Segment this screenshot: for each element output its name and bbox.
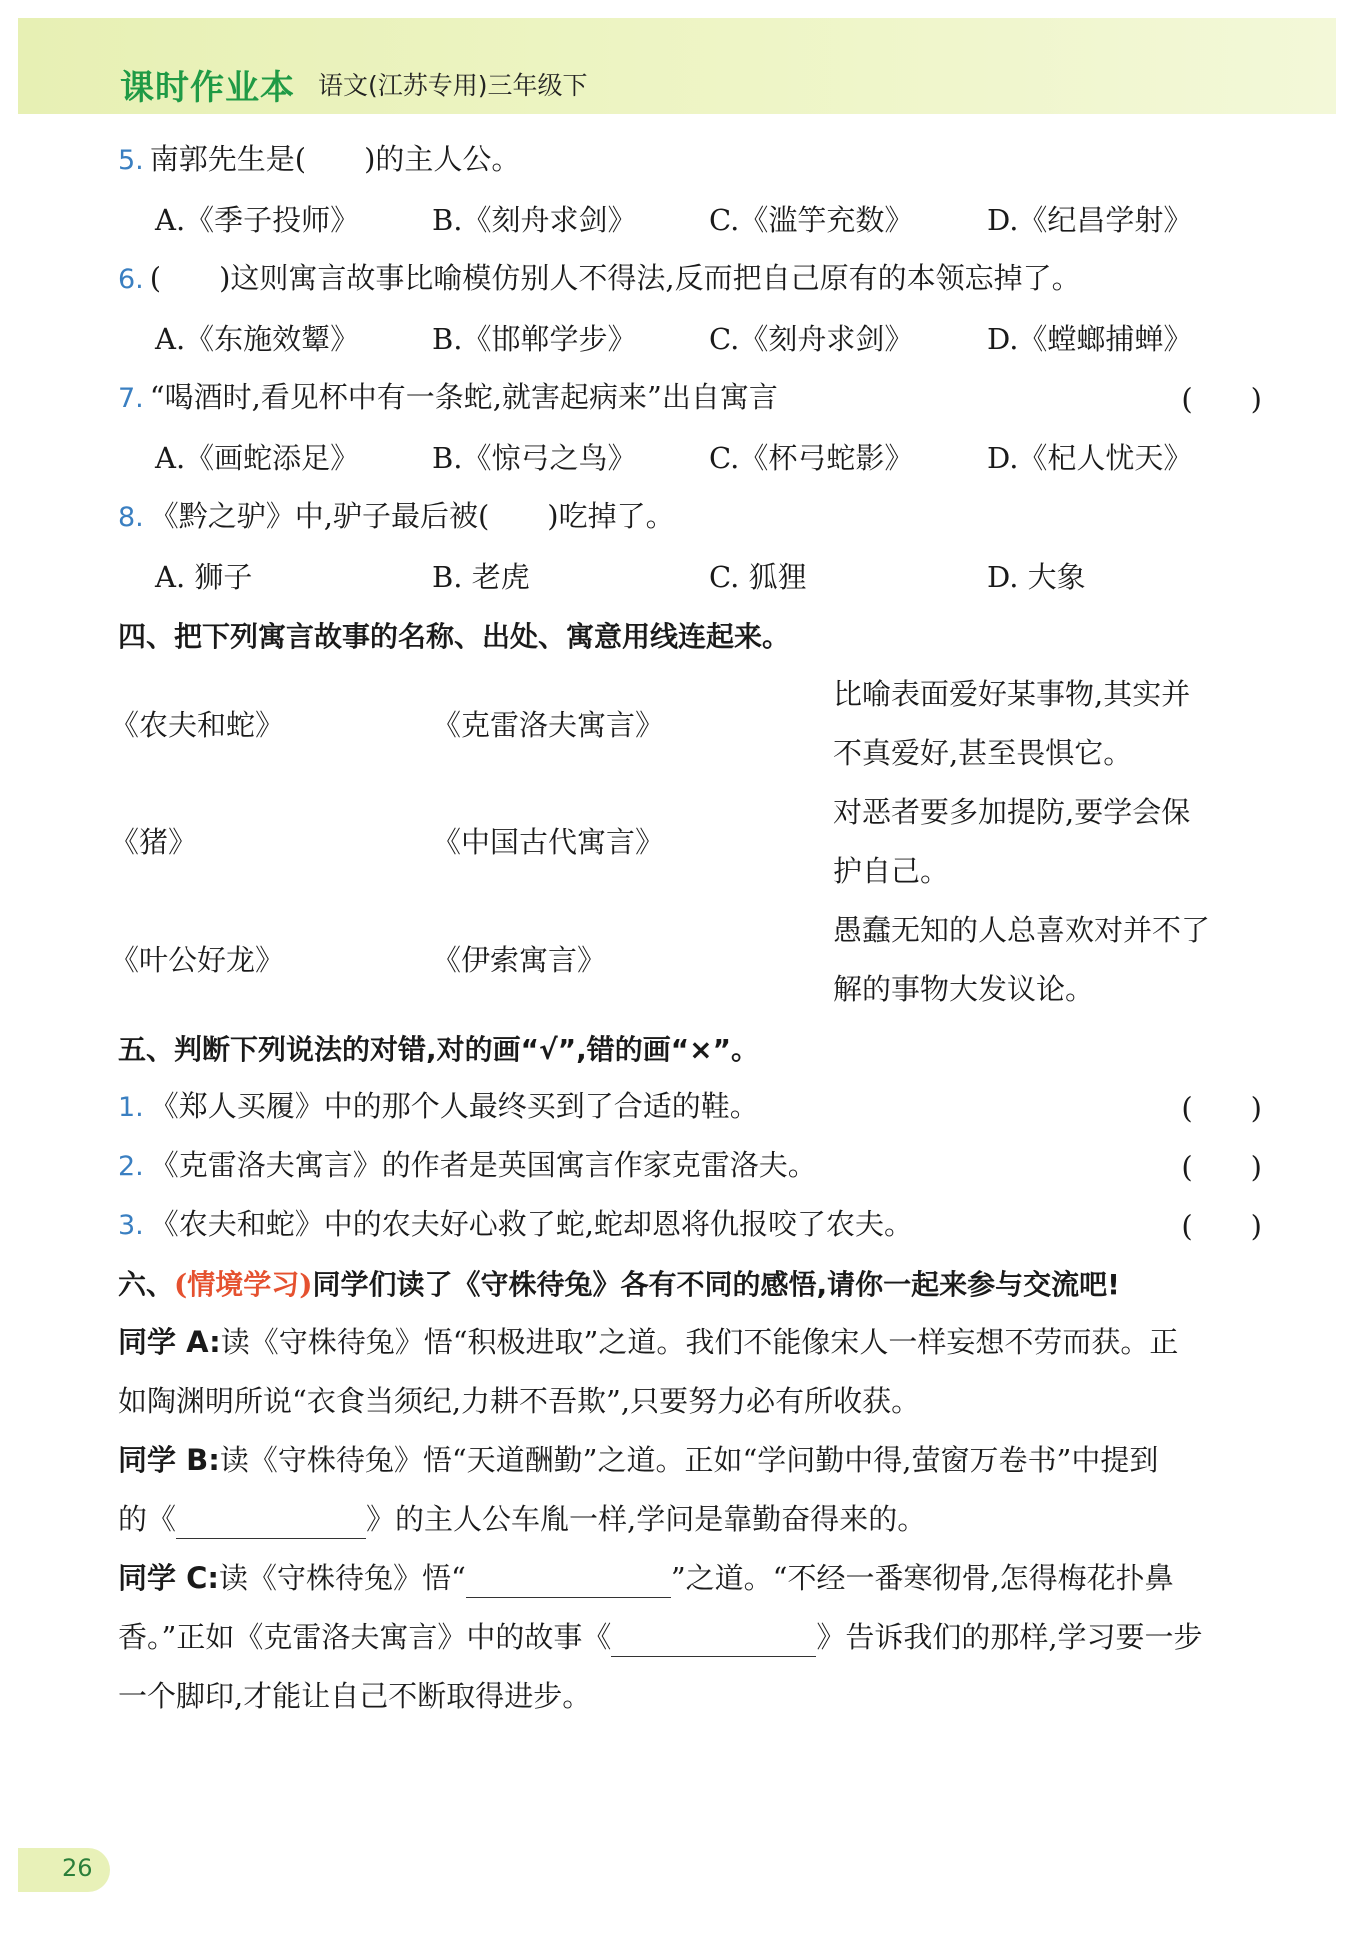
answer-paren: ( ) [1181, 382, 1262, 416]
option-a: A.《画蛇添足》 [155, 441, 360, 475]
book-subtitle: 语文(江苏专用)三年级下 [318, 71, 588, 100]
question-6 [118, 258, 1081, 300]
answer-paren: ( ) [1181, 1150, 1262, 1184]
section-4-title: 四、把下列寓言故事的名称、出处、寓意用线连起来。 [118, 620, 791, 653]
option-b: B. 老虎 [432, 560, 530, 594]
text-post: 》的主人公车胤一样,学问是靠勤奋得来的。 [366, 1502, 927, 1536]
text-pre: 香。”正如《克雷洛夫寓言》中的故事《 [118, 1620, 612, 1654]
story-meaning: 对恶者要多加提防,要学会保 [833, 795, 1191, 829]
item-text: 《农夫和蛇》中的农夫好心救了蛇,蛇却恩将仇报咬了农夫。 [149, 1207, 913, 1241]
page-number-badge [18, 1848, 110, 1892]
item-text: 《克雷洛夫寓言》的作者是英国寓言作家克雷洛夫。 [149, 1148, 817, 1182]
option-b: B.《刻舟求剑》 [432, 203, 637, 237]
student-a-line-1 [118, 1322, 1178, 1362]
judgment-item [118, 1086, 759, 1128]
speaker-label: 同学 A: [118, 1325, 221, 1359]
story-name: 《叶公好龙》 [110, 943, 285, 977]
section-title-text: 同学们读了《守株待兔》各有不同的感悟,请你一起来参与交流吧! [312, 1268, 1120, 1301]
option-a: A. 狮子 [155, 560, 253, 594]
student-a-line-2: 如陶渊明所说“衣食当须纪,力耕不吾欺”,只要努力必有所收获。 [118, 1384, 921, 1418]
student-c-line-1 [118, 1558, 1174, 1598]
student-b-line-2 [118, 1499, 926, 1539]
answer-paren: ( ) [1181, 1209, 1262, 1243]
story-name: 《猪》 [110, 825, 198, 859]
option-b: B.《惊弓之鸟》 [432, 441, 637, 475]
item-text: 《郑人买履》中的那个人最终买到了合适的鞋。 [149, 1089, 759, 1123]
story-meaning: 比喻表面爱好某事物,其实并 [833, 677, 1191, 711]
paragraph-text: 读《守株待兔》悟“天道酬勤”之道。正如“学问勤中得,萤窗万卷书”中提到 [219, 1443, 1159, 1477]
story-meaning: 解的事物大发议论。 [833, 972, 1095, 1006]
fill-blank[interactable] [176, 1508, 366, 1539]
story-source: 《伊索寓言》 [432, 943, 607, 977]
option-d: D.《纪昌学射》 [987, 203, 1193, 237]
story-source: 《克雷洛夫寓言》 [432, 708, 665, 742]
question-7 [118, 377, 778, 419]
speaker-label: 同学 C: [118, 1561, 219, 1595]
story-meaning: 护自己。 [833, 854, 950, 888]
student-b-line-1 [118, 1440, 1158, 1480]
text-pre: 的《 [118, 1502, 177, 1536]
question-text: 《黔之驴》中,驴子最后被( )吃掉了。 [149, 499, 675, 533]
story-meaning: 不真爱好,甚至畏惧它。 [833, 736, 1133, 770]
option-a: A.《东施效颦》 [155, 322, 360, 356]
option-a: A.《季子投师》 [155, 203, 360, 237]
situation-tag: (情境学习) [174, 1268, 313, 1301]
option-d: D.《杞人忧天》 [987, 441, 1193, 475]
question-text: “喝酒时,看见杯中有一条蛇,就害起病来”出自寓言 [149, 380, 778, 414]
option-c: C.《刻舟求剑》 [709, 322, 914, 356]
question-number: 7. [118, 383, 144, 414]
item-number: 1. [118, 1092, 144, 1123]
question-number: 6. [118, 264, 144, 295]
fill-blank[interactable] [466, 1567, 671, 1598]
option-c: C.《杯弓蛇影》 [709, 441, 914, 475]
question-8 [118, 496, 675, 538]
text-post: ”之道。“不经一番寒彻骨,怎得梅花扑鼻 [670, 1561, 1174, 1595]
speaker-label: 同学 B: [118, 1443, 220, 1477]
option-d: D. 大象 [987, 560, 1086, 594]
option-c: C.《滥竽充数》 [709, 203, 914, 237]
question-number: 8. [118, 502, 144, 533]
judgment-item [118, 1145, 817, 1187]
question-text: 南郭先生是( )的主人公。 [149, 142, 521, 176]
question-text: ( )这则寓言故事比喻模仿别人不得法,反而把自己原有的本领忘掉了。 [149, 261, 1081, 295]
question-number: 5. [118, 145, 144, 176]
text-post: 》告诉我们的那样,学习要一步 [816, 1620, 1203, 1654]
item-number: 3. [118, 1210, 144, 1241]
section-5-title: 五、判断下列说法的对错,对的画“√”,错的画“×”。 [118, 1033, 760, 1066]
answer-paren: ( ) [1181, 1091, 1262, 1125]
judgment-item [118, 1204, 913, 1246]
option-c: C. 狐狸 [709, 560, 807, 594]
section-6-title [118, 1263, 1120, 1303]
story-source: 《中国古代寓言》 [432, 825, 665, 859]
story-name: 《农夫和蛇》 [110, 708, 285, 742]
student-c-line-2 [118, 1617, 1203, 1657]
text-pre: 读《守株待兔》悟“ [218, 1561, 466, 1595]
section-prefix: 六、 [118, 1268, 175, 1301]
student-c-line-3: 一个脚印,才能让自己不断取得进步。 [118, 1679, 592, 1713]
option-b: B.《邯郸学步》 [432, 322, 637, 356]
question-5 [118, 139, 520, 181]
paragraph-text: 读《守株待兔》悟“积极进取”之道。我们不能像宋人一样妄想不劳而获。正 [220, 1325, 1179, 1359]
book-brand: 课时作业本 [120, 68, 295, 108]
item-number: 2. [118, 1151, 144, 1182]
option-d: D.《螳螂捕蝉》 [987, 322, 1193, 356]
page-number: 26 [62, 1854, 93, 1882]
story-meaning: 愚蠢无知的人总喜欢对并不了 [833, 913, 1211, 947]
fill-blank[interactable] [611, 1626, 816, 1657]
